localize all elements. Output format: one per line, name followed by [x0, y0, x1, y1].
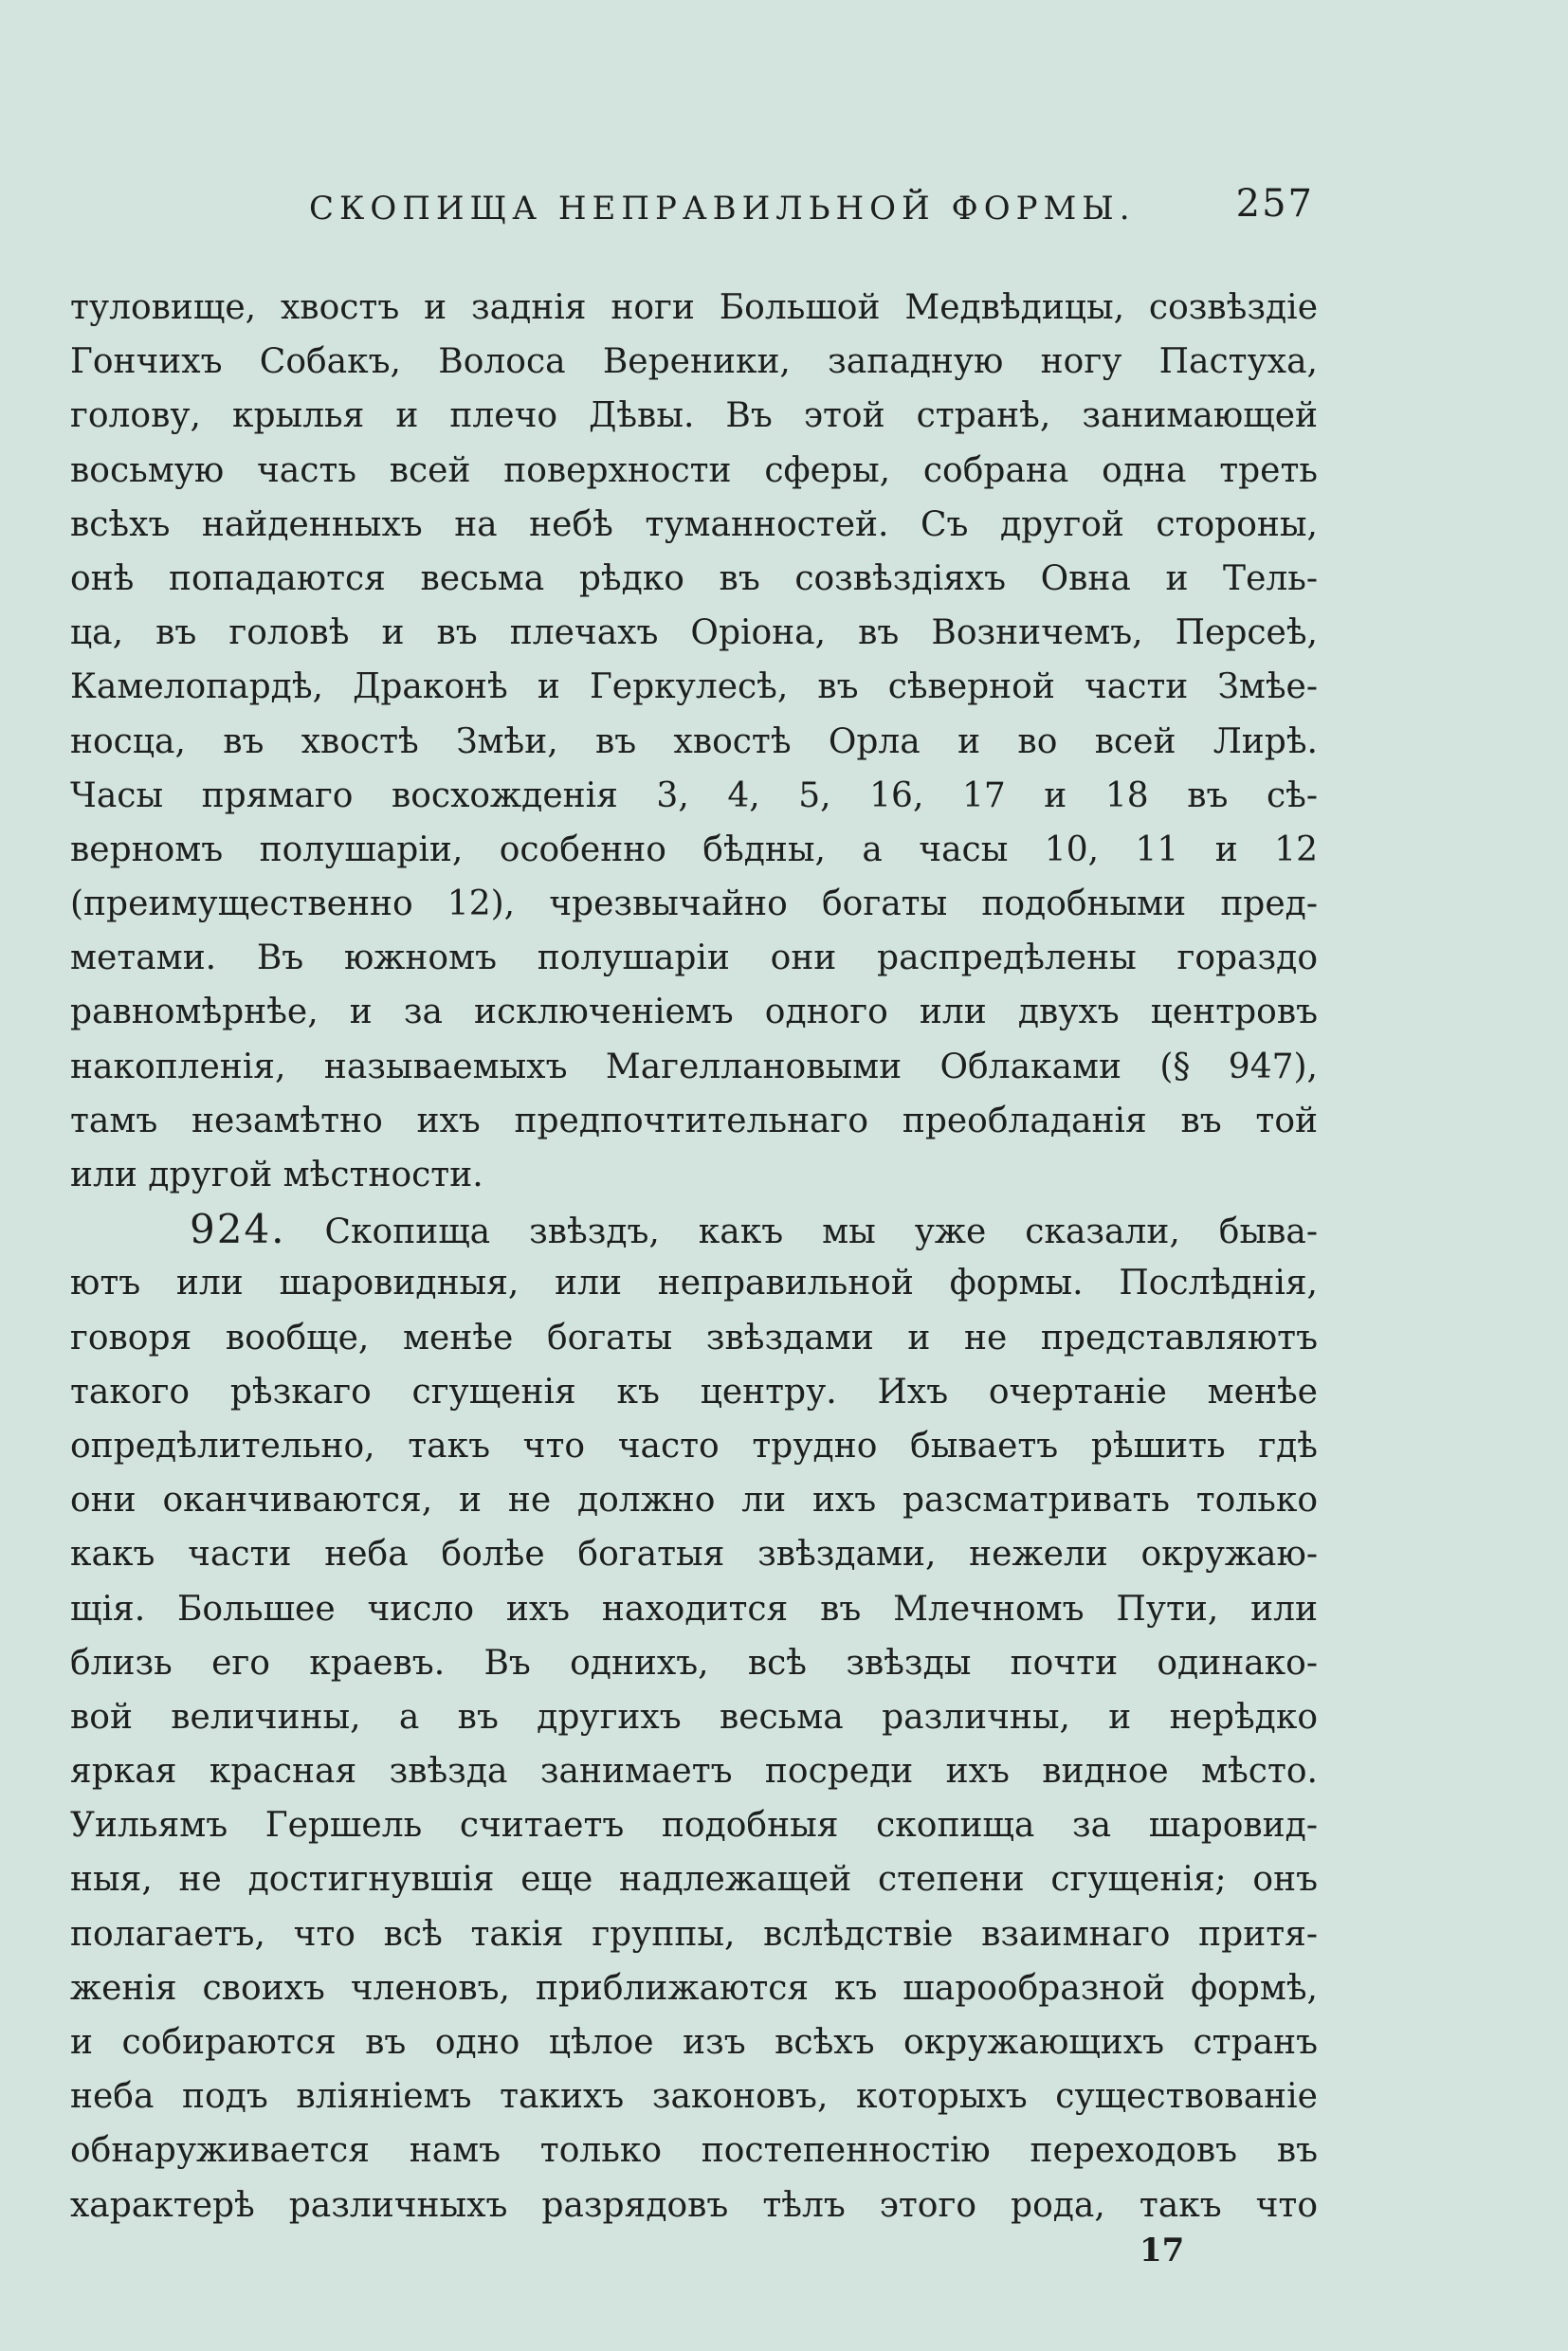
- text-line: туловище, хвостъ и заднія ноги Большой Медвѣдицы, созвѣздіе: [70, 288, 1318, 327]
- text-line: обнаруживается намъ только постепенностію переходовъ въ: [70, 2131, 1318, 2171]
- text-line: характерѣ различныхъ разрядовъ тѣлъ этого рода, такъ что: [70, 2185, 1318, 2225]
- text-line: они оканчиваются, и не должно ли ихъ разсматривать только: [70, 1481, 1318, 1521]
- text-line: верномъ полушаріи, особенно бѣдны, а часы 10, 11 и 12: [70, 829, 1318, 869]
- text-line: накопленія, называемыхъ Магеллановыми Облаками (§ 947),: [70, 1047, 1318, 1086]
- text-line: всѣхъ найденныхъ на небѣ туманностей. Съ другой стороны,: [70, 504, 1318, 544]
- text-line: ца, въ головѣ и въ плечахъ Оріона, въ Возничемъ, Персеѣ,: [70, 613, 1318, 653]
- paragraph-924: [70, 1202, 1318, 2233]
- text-line: метами. Въ южномъ полушаріи они распредѣлены гораздо: [70, 939, 1318, 978]
- text-line: или другой мѣстности.: [70, 1156, 483, 1194]
- text-line: носца, въ хвостѣ Змѣи, въ хвостѣ Орла и во всей Лирѣ.: [70, 721, 1318, 761]
- text-line: голову, крылья и плечо Дѣвы. Въ этой странѣ, занимающей: [70, 396, 1318, 436]
- text-line: [70, 1202, 1318, 1256]
- text-line: (преимущественно 12), чрезвычайно богаты подобными пред-: [70, 884, 1318, 924]
- text-line: близь его краевъ. Въ однихъ, всѣ звѣзды почти одинако-: [70, 1643, 1318, 1683]
- paragraph-first-line: Скопища звѣздъ, какъ мы уже сказали, быва-: [324, 1212, 1318, 1252]
- body-text: [70, 281, 1318, 2233]
- text-line: Часы прямаго восхожденія 3, 4, 5, 16, 17 и 18 въ сѣ-: [70, 775, 1318, 815]
- text-line: восьмую часть всей поверхности сферы, собрана одна треть: [70, 450, 1318, 490]
- text-line: тамъ незамѣтно ихъ предпочтительнаго преобладанія въ той: [70, 1101, 1318, 1140]
- text-line: говоря вообще, менѣе богаты звѣздами и не представляютъ: [70, 1318, 1318, 1358]
- paragraph-923: [70, 281, 1318, 1202]
- page-header: [309, 182, 1314, 239]
- paragraph-number: 924.: [190, 1206, 286, 1253]
- text-line: Гончихъ Собакъ, Волоса Вереники, западную ногу Пастуха,: [70, 342, 1318, 382]
- text-line: Уильямъ Гершель считаетъ подобныя скопища за шаровид-: [70, 1806, 1318, 1846]
- text-line: женія своихъ членовъ, приближаются къ шарообразной формѣ,: [70, 1968, 1318, 2008]
- text-line: яркая красная звѣзда занимаетъ посреди ихъ видное мѣсто.: [70, 1752, 1318, 1792]
- text-line: вой величины, а въ другихъ весьма различны, и нерѣдко: [70, 1697, 1318, 1737]
- page-number: 257: [1235, 182, 1314, 226]
- text-line: неба подъ вліяніемъ такихъ законовъ, которыхъ существованіе: [70, 2077, 1318, 2117]
- text-line: ютъ или шаровидныя, или неправильной формы. Послѣднія,: [70, 1264, 1318, 1303]
- text-line: какъ части неба болѣе богатыя звѣздами, нежели окружаю-: [70, 1535, 1318, 1575]
- text-line: ныя, не достигнувшія еще надлежащей степени сгущенія; онъ: [70, 1860, 1318, 1900]
- signature-mark: 17: [1140, 2232, 1185, 2269]
- text-line: опредѣлительно, такъ что часто трудно бываетъ рѣшить гдѣ: [70, 1426, 1318, 1466]
- text-line: такого рѣзкаго сгущенія къ центру. Ихъ очертаніе менѣе: [70, 1372, 1318, 1412]
- text-line: онѣ попадаются весьма рѣдко въ созвѣздіяхъ Овна и Тель-: [70, 558, 1318, 598]
- text-line: равномѣрнѣе, и за исключеніемъ одного или двухъ центровъ: [70, 993, 1318, 1032]
- text-line: щія. Большее число ихъ находится въ Млечномъ Пути, или: [70, 1589, 1318, 1629]
- running-head: СКОПИЩА НЕПРАВИЛЬНОЙ ФОРМЫ.: [309, 190, 1136, 228]
- text-line: Камелопардѣ, Драконѣ и Геркулесѣ, въ сѣверной части Змѣе-: [70, 667, 1318, 707]
- text-line: и собираются въ одно цѣлое изъ всѣхъ окружающихъ странъ: [70, 2023, 1318, 2062]
- text-line: полагаетъ, что всѣ такія группы, вслѣдствіе взаимнаго притя-: [70, 1914, 1318, 1954]
